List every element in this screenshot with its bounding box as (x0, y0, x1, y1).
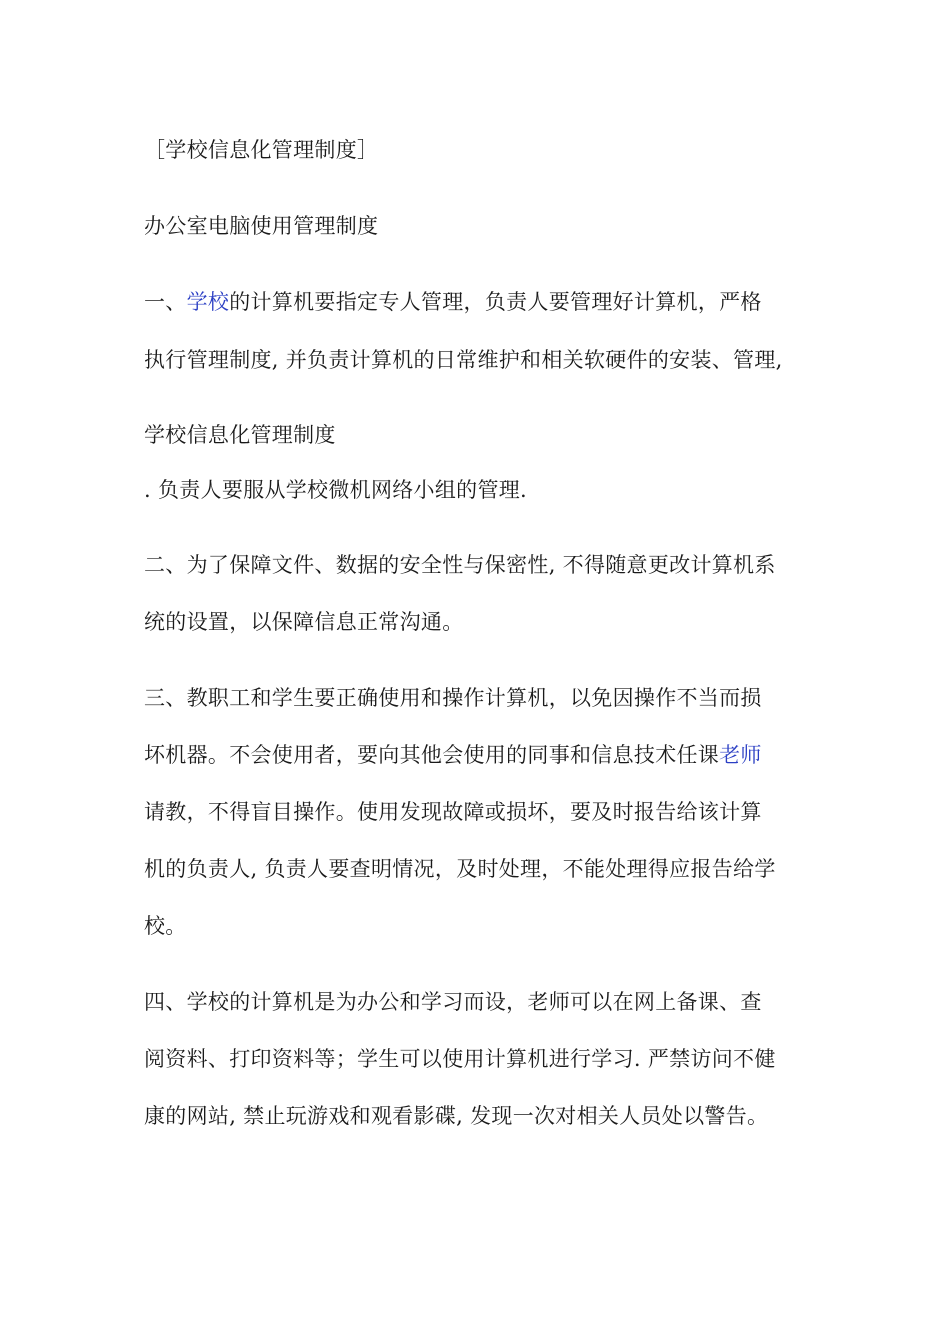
running-header: 学校信息化管理制度 (144, 423, 336, 447)
paragraph-3-line-3: 请教，不得盲目操作。使用发现故障或损坏，要及时报告给该计算 (144, 800, 762, 824)
paragraph-4-line-2: 阅资料、打印资料等；学生可以使用计算机进行学习. 严禁访问不健 (144, 1047, 776, 1071)
paragraph-1-prefix: 一、 (144, 290, 187, 314)
paragraph-3-line-5: 校。 (144, 914, 187, 938)
paragraph-3-line-1: 三、教职工和学生要正确使用和操作计算机，以免因操作不当而损 (144, 686, 762, 710)
teacher-link[interactable]: 老师 (719, 743, 762, 767)
paragraph-3-text: 坏机器。不会使用者，要向其他会使用的同事和信息技术任课 (144, 743, 720, 767)
paragraph-4-line-1: 四、学校的计算机是为办公和学习而设，老师可以在网上备课、查 (144, 990, 762, 1014)
bracket-title: ［学校信息化管理制度］ (144, 138, 379, 162)
paragraph-1-text: 的计算机要指定专人管理，负责人要管理好计算机，严格 (229, 290, 762, 314)
paragraph-1-continuation: . 负责人要服从学校微机网络小组的管理. (144, 478, 528, 502)
paragraph-3-line-2 (144, 741, 762, 769)
paragraph-2-line-1: 二、为了保障文件、数据的安全性与保密性, 不得随意更改计算机系 (144, 553, 776, 577)
paragraph-4-line-3: 康的网站, 禁止玩游戏和观看影碟, 发现一次对相关人员处以警告。 (144, 1104, 769, 1128)
paragraph-1-line-1 (144, 288, 762, 316)
school-link[interactable]: 学校 (186, 290, 230, 314)
paragraph-1-line-2: 执行管理制度, 并负责计算机的日常维护和相关软硬件的安装、管理, (144, 348, 783, 372)
paragraph-3-line-4: 机的负责人, 负责人要查明情况，及时处理，不能处理得应报告给学 (144, 857, 776, 881)
document-subtitle: 办公室电脑使用管理制度 (144, 214, 379, 238)
paragraph-2-line-2: 统的设置，以保障信息正常沟通。 (144, 610, 464, 634)
